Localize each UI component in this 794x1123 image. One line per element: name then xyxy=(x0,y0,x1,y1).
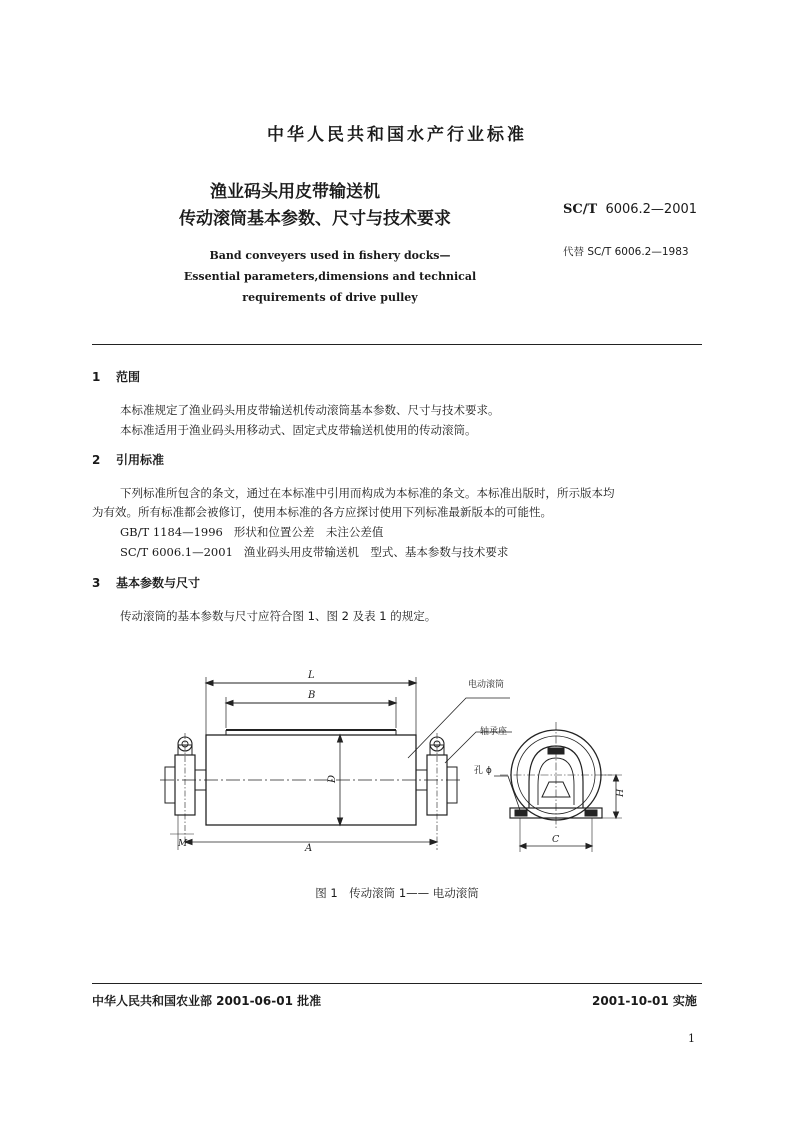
reference-title: 形状和位置公差 未注公差值 xyxy=(233,525,384,539)
section-title: 引用标准 xyxy=(116,453,165,467)
label-l: L xyxy=(308,670,315,681)
section-number: 2 xyxy=(92,453,101,467)
side-view xyxy=(500,722,612,830)
replaces-note: 代替 SC/T 6006.2—1983 xyxy=(563,246,689,258)
title-line-2: 传动滚筒基本参数、尺寸与技术要求 xyxy=(179,209,451,229)
label-m: M xyxy=(178,839,188,849)
label-c: C xyxy=(552,834,560,845)
paragraph: 本标准规定了渔业码头用皮带输送机传动滚筒基本参数、尺寸与技术要求。 xyxy=(120,403,500,417)
title-line-1: 渔业码头用皮带输送机 xyxy=(210,182,380,202)
english-title-line-3: requirements of drive pulley xyxy=(242,291,418,304)
label-b: B xyxy=(308,690,316,701)
figure-caption: 图 1 传动滚筒 1—— 电动滚筒 xyxy=(315,886,479,900)
implementation-date: 2001-10-01 实施 xyxy=(592,994,697,1008)
standard-code-prefix: SC/T xyxy=(563,202,598,217)
reference-title: 渔业码头用皮带输送机 型式、基本参数与技术要求 xyxy=(243,545,509,559)
english-title-line-1: Band conveyers used in fishery docks— xyxy=(209,249,451,262)
reference-code: GB/T 1184—1996 xyxy=(120,525,223,539)
approval-note: 中华人民共和国农业部 2001-06-01 批准 xyxy=(92,994,322,1008)
label-hole: 孔 ϕ xyxy=(474,766,492,776)
label-a: A xyxy=(305,843,313,854)
section-title: 基本参数与尺寸 xyxy=(116,576,201,590)
section-title: 范围 xyxy=(116,370,141,384)
paragraph: 传动滚筒的基本参数与尺寸应符合图 1、图 2 及表 1 的规定。 xyxy=(120,609,437,623)
section-number: 1 xyxy=(92,370,101,384)
section-number: 3 xyxy=(92,576,101,590)
label-d: D xyxy=(327,774,338,783)
label-bearing-seat: 轴承座 xyxy=(480,727,508,737)
page-number: 1 xyxy=(688,1032,695,1045)
standard-category-header: 中华人民共和国水产行业标准 xyxy=(267,125,527,145)
label-electric-drum: 电动滚筒 xyxy=(468,680,505,690)
paragraph: 本标准适用于渔业码头用移动式、固定式皮带输送机使用的传动滚筒。 xyxy=(120,423,477,437)
standard-code-number: 6006.2—2001 xyxy=(605,202,698,217)
footer-divider xyxy=(92,983,702,984)
paragraph: 为有效。所有标准都会被修订，使用本标准的各方应探讨使用下列标准最新版本的可能性。 xyxy=(92,505,552,519)
english-title-line-2: Essential parameters,dimensions and technical xyxy=(183,270,477,283)
label-h: H xyxy=(615,788,626,797)
paragraph: 下列标准所包含的条文，通过在本标准中引用而构成为本标准的条文。本标准出版时，所示版本均 xyxy=(120,486,615,500)
reference-code: SC/T 6006.1—2001 xyxy=(120,545,233,559)
